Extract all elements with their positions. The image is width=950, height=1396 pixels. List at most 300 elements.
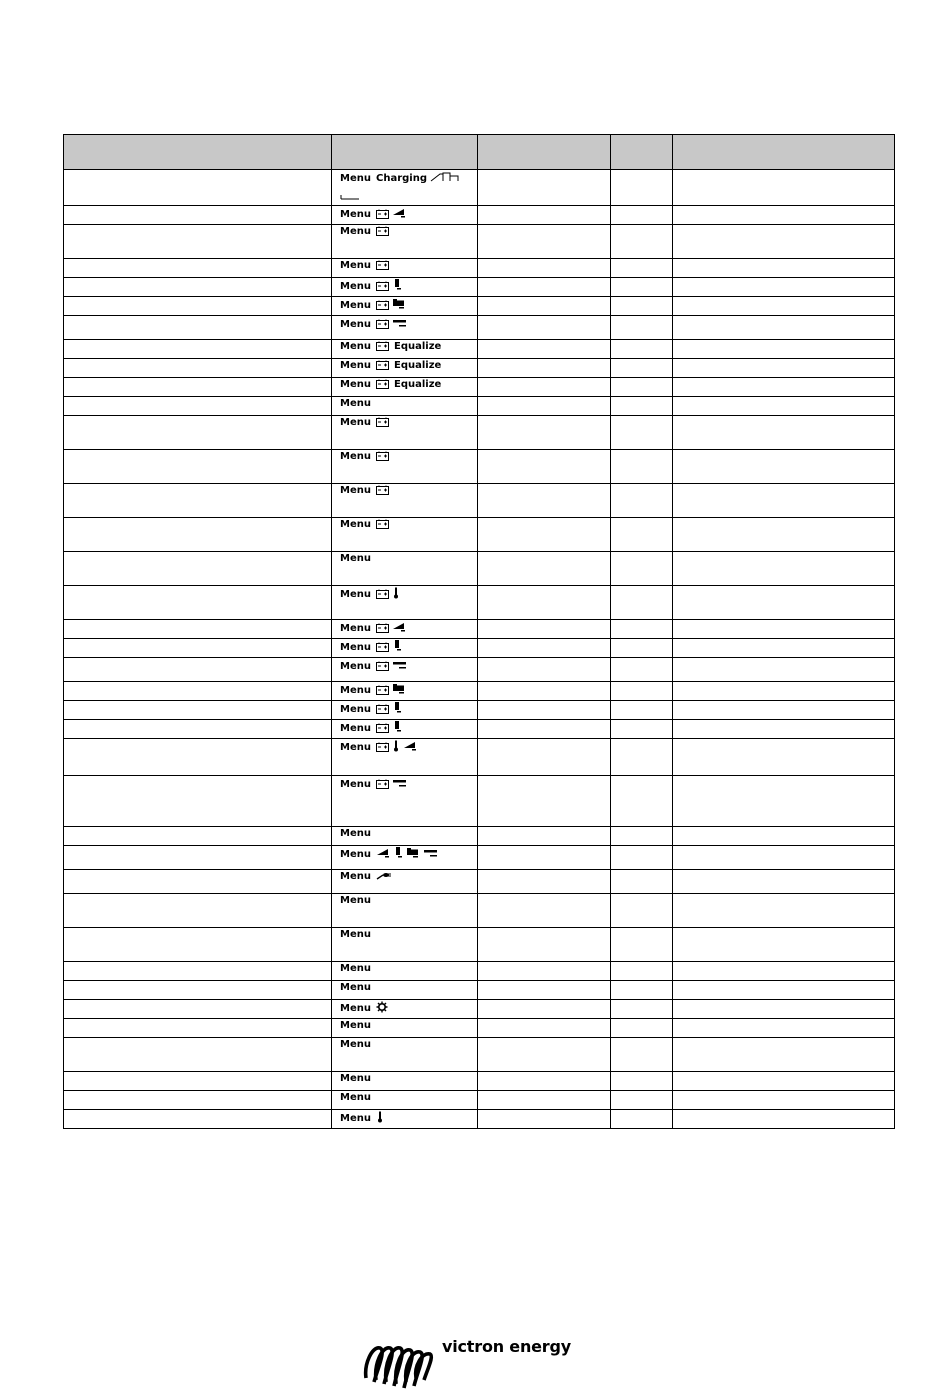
table-row (64, 416, 895, 450)
charging-label: Charging (375, 173, 431, 184)
table-row (64, 981, 895, 1000)
table-row (64, 1110, 895, 1129)
table-cell-col-5 (673, 1038, 895, 1072)
battery-icon (376, 704, 389, 715)
bulk-icon (392, 623, 406, 634)
gear-icon (376, 1003, 388, 1014)
table-cell-col-4 (611, 846, 673, 870)
table-cell-col-2 (332, 928, 478, 962)
table-cell-col-5 (673, 1072, 895, 1091)
table-cell-col-4 (611, 316, 673, 340)
table-cell-col-3 (478, 1091, 611, 1110)
table-cell-col-5 (673, 450, 895, 484)
table-cell-col-2 (332, 552, 478, 586)
table-cell-col-4 (611, 359, 673, 378)
menu-label: Menu (340, 1113, 371, 1124)
table-cell-col-4 (611, 170, 673, 206)
menu-label: Menu (340, 173, 371, 184)
table-cell-col-2 (332, 1000, 478, 1019)
table-cell-col-2 (332, 484, 478, 518)
thermometer-icon (392, 742, 400, 753)
table-cell-col-5 (673, 739, 895, 776)
table-cell-col-1 (64, 1019, 332, 1038)
table-cell-col-2 (332, 1091, 478, 1110)
table-cell-col-1 (64, 297, 332, 316)
table-row (64, 658, 895, 682)
table-cell-col-5 (673, 894, 895, 928)
table-cell-col-4 (611, 297, 673, 316)
battery-icon (376, 742, 389, 753)
float-icon (392, 300, 406, 311)
table-cell-col-3 (478, 397, 611, 416)
table-cell-col-5 (673, 720, 895, 739)
storage-icon (392, 779, 407, 790)
table-cell-col-3 (478, 701, 611, 720)
table-cell-col-5 (673, 658, 895, 682)
table-row (64, 1038, 895, 1072)
menu-label: Menu (340, 623, 371, 634)
battery-icon (376, 451, 389, 462)
table-cell-col-4 (611, 962, 673, 981)
table-row (64, 776, 895, 827)
victron-logo-icon (362, 1338, 438, 1395)
table-cell-col-1 (64, 206, 332, 225)
table-cell-col-5 (673, 416, 895, 450)
table-cell-col-4 (611, 620, 673, 639)
menu-label: Menu (340, 871, 371, 882)
table-cell-col-1 (64, 776, 332, 827)
table-cell-col-2 (332, 359, 478, 378)
table-cell-col-3 (478, 720, 611, 739)
battery-icon (376, 623, 389, 634)
menu-label: Menu (340, 1039, 371, 1050)
table-row (64, 827, 895, 846)
table-cell-col-1 (64, 720, 332, 739)
table-row (64, 846, 895, 870)
table-cell-col-1 (64, 552, 332, 586)
table-cell-col-2 (332, 518, 478, 552)
table-cell-col-3 (478, 658, 611, 682)
table-cell-col-5 (673, 518, 895, 552)
thermometer-icon (376, 1113, 384, 1124)
table-cell-col-1 (64, 359, 332, 378)
table-row (64, 1000, 895, 1019)
table-cell-col-2 (332, 297, 478, 316)
menu-label: Menu (340, 704, 371, 715)
table-cell-col-2 (332, 720, 478, 739)
menu-label: Menu (340, 341, 371, 352)
table-cell-col-2 (332, 739, 478, 776)
table-cell-col-1 (64, 518, 332, 552)
table-row (64, 1091, 895, 1110)
table-cell-col-4 (611, 225, 673, 259)
table-cell-col-4 (611, 484, 673, 518)
battery-icon (376, 319, 389, 330)
table-cell-col-4 (611, 701, 673, 720)
storage-icon (392, 661, 407, 672)
table-cell-col-5 (673, 682, 895, 701)
table-cell-col-2 (332, 586, 478, 620)
menu-label: Menu (340, 589, 371, 600)
table-cell-col-5 (673, 928, 895, 962)
table-cell-col-3 (478, 981, 611, 1000)
table-cell-col-1 (64, 225, 332, 259)
table-row (64, 484, 895, 518)
table-cell-col-2 (332, 416, 478, 450)
battery-icon (376, 226, 389, 237)
battery-icon (376, 360, 389, 371)
table-cell-col-5 (673, 1091, 895, 1110)
charging-base-icon (340, 190, 473, 201)
table-cell-col-3 (478, 552, 611, 586)
menu-label: Menu (340, 1003, 371, 1014)
table-row (64, 259, 895, 278)
table-cell-col-4 (611, 682, 673, 701)
table-cell-col-5 (673, 586, 895, 620)
table-cell-col-2 (332, 870, 478, 894)
menu-label: Menu (340, 398, 371, 409)
equalize-label: Equalize (393, 341, 442, 352)
table-cell-col-4 (611, 206, 673, 225)
table-cell-col-1 (64, 416, 332, 450)
table-cell-col-4 (611, 340, 673, 359)
menu-label: Menu (340, 300, 371, 311)
table-cell-col-1 (64, 894, 332, 928)
table-cell-col-1 (64, 639, 332, 658)
bulk-icon (392, 209, 406, 220)
menu-label: Menu (340, 895, 371, 906)
table-row (64, 518, 895, 552)
battery-icon (376, 379, 389, 390)
table-cell-col-2 (332, 701, 478, 720)
table-cell-col-1 (64, 620, 332, 639)
battery-icon (376, 417, 389, 428)
table-cell-col-2 (332, 1038, 478, 1072)
table-cell-col-5 (673, 870, 895, 894)
thermometer-icon (392, 589, 400, 600)
table-cell-col-3 (478, 894, 611, 928)
table-cell-col-1 (64, 170, 332, 206)
table-cell-col-2 (332, 259, 478, 278)
table-cell-col-3 (478, 1019, 611, 1038)
table-cell-col-2 (332, 316, 478, 340)
table-row (64, 397, 895, 416)
table-cell-col-5 (673, 1000, 895, 1019)
absorption-icon (392, 723, 402, 734)
table-cell-col-2 (332, 894, 478, 928)
table-cell-col-5 (673, 378, 895, 397)
table-cell-col-5 (673, 1110, 895, 1129)
charging-curve-icon (430, 173, 460, 184)
table-row (64, 316, 895, 340)
table-row (64, 225, 895, 259)
table-cell-col-3 (478, 962, 611, 981)
table-cell-col-2 (332, 962, 478, 981)
table-cell-col-3 (478, 1038, 611, 1072)
table-row (64, 450, 895, 484)
table-cell-col-2 (332, 206, 478, 225)
table-row (64, 701, 895, 720)
table-cell-col-4 (611, 894, 673, 928)
table-cell-col-3 (478, 620, 611, 639)
table-cell-col-1 (64, 378, 332, 397)
table-cell-col-3 (478, 928, 611, 962)
battery-icon (376, 209, 389, 220)
table-cell-col-4 (611, 1000, 673, 1019)
float-icon (406, 849, 420, 860)
table-header-row (64, 135, 895, 170)
table-row (64, 739, 895, 776)
table-cell-col-4 (611, 518, 673, 552)
table-cell-col-2 (332, 397, 478, 416)
menu-label: Menu (340, 260, 371, 271)
table-cell-col-4 (611, 639, 673, 658)
plug-icon (376, 871, 392, 882)
menu-label: Menu (340, 742, 371, 753)
table-cell-col-5 (673, 552, 895, 586)
table-cell-col-2 (332, 639, 478, 658)
table-row (64, 297, 895, 316)
table-cell-col-1 (64, 928, 332, 962)
table-cell-col-2 (332, 450, 478, 484)
table-cell-col-3 (478, 1072, 611, 1091)
table-cell-col-4 (611, 981, 673, 1000)
battery-icon (376, 485, 389, 496)
table-cell-col-4 (611, 450, 673, 484)
table-cell-col-4 (611, 776, 673, 827)
table-cell-col-1 (64, 484, 332, 518)
table-row (64, 720, 895, 739)
table-cell-col-3 (478, 1000, 611, 1019)
menu-label: Menu (340, 1020, 371, 1031)
battery-icon (376, 779, 389, 790)
menu-label: Menu (340, 723, 371, 734)
bulk-icon (376, 849, 390, 860)
menu-label: Menu (340, 485, 371, 496)
table-cell-col-1 (64, 1000, 332, 1019)
table-cell-col-4 (611, 378, 673, 397)
table-cell-col-1 (64, 981, 332, 1000)
battery-icon (376, 519, 389, 530)
table-cell-col-1 (64, 397, 332, 416)
table-cell-col-3 (478, 682, 611, 701)
table-row (64, 639, 895, 658)
table-cell-col-3 (478, 278, 611, 297)
table-cell-col-2 (332, 682, 478, 701)
absorption-icon (392, 704, 402, 715)
table-cell-col-4 (611, 928, 673, 962)
table-cell-col-2 (332, 620, 478, 639)
table-cell-col-1 (64, 586, 332, 620)
table-cell-col-4 (611, 552, 673, 586)
menu-label: Menu (340, 519, 371, 530)
table-cell-col-5 (673, 776, 895, 827)
table-cell-col-5 (673, 297, 895, 316)
table-cell-col-1 (64, 1072, 332, 1091)
menu-label: Menu (340, 982, 371, 993)
menu-label: Menu (340, 360, 371, 371)
table-cell-col-4 (611, 658, 673, 682)
table-cell-col-2 (332, 827, 478, 846)
table-cell-col-1 (64, 259, 332, 278)
table-cell-col-3 (478, 870, 611, 894)
menu-label: Menu (340, 929, 371, 940)
menu-label: Menu (340, 1073, 371, 1084)
table-body (64, 170, 895, 1129)
table-cell-col-4 (611, 720, 673, 739)
table-row (64, 170, 895, 206)
table-cell-col-4 (611, 1072, 673, 1091)
table-cell-col-2 (332, 170, 478, 206)
table-cell-col-4 (611, 827, 673, 846)
battery-icon (376, 589, 389, 600)
table-row (64, 359, 895, 378)
float-icon (392, 685, 406, 696)
table-cell-col-1 (64, 701, 332, 720)
table-cell-col-4 (611, 397, 673, 416)
table-cell-col-4 (611, 739, 673, 776)
menu-label: Menu (340, 779, 371, 790)
menu-label: Menu (340, 828, 371, 839)
table-row (64, 1072, 895, 1091)
table-cell-col-3 (478, 416, 611, 450)
table-cell-col-1 (64, 870, 332, 894)
table-row (64, 928, 895, 962)
table-cell-col-4 (611, 1019, 673, 1038)
table-row (64, 620, 895, 639)
table-cell-col-3 (478, 827, 611, 846)
table-cell-col-3 (478, 639, 611, 658)
header-cell-2 (332, 135, 478, 170)
table-cell-col-4 (611, 416, 673, 450)
menu-label: Menu (340, 319, 371, 330)
table-cell-col-4 (611, 1091, 673, 1110)
table-row (64, 206, 895, 225)
absorption-icon (392, 642, 402, 653)
table-cell-col-1 (64, 278, 332, 297)
menu-label: Menu (340, 963, 371, 974)
table-cell-col-3 (478, 1110, 611, 1129)
header-cell-1 (64, 135, 332, 170)
table-cell-col-2 (332, 1019, 478, 1038)
table-cell-col-2 (332, 278, 478, 297)
table-cell-col-3 (478, 316, 611, 340)
table-cell-col-5 (673, 225, 895, 259)
table-cell-col-5 (673, 340, 895, 359)
table-cell-col-1 (64, 739, 332, 776)
table-cell-col-3 (478, 776, 611, 827)
table-cell-col-4 (611, 278, 673, 297)
header-cell-4 (611, 135, 673, 170)
battery-icon (376, 661, 389, 672)
table-cell-col-3 (478, 259, 611, 278)
table-cell-col-3 (478, 846, 611, 870)
table-cell-col-5 (673, 484, 895, 518)
table-row (64, 340, 895, 359)
equalize-label: Equalize (393, 379, 442, 390)
table-cell-col-2 (332, 1110, 478, 1129)
menu-label: Menu (340, 553, 371, 564)
table-cell-col-1 (64, 1110, 332, 1129)
table-cell-col-1 (64, 846, 332, 870)
menu-label: Menu (340, 451, 371, 462)
table-cell-col-3 (478, 586, 611, 620)
table-row (64, 1019, 895, 1038)
table-cell-col-5 (673, 827, 895, 846)
table-row (64, 378, 895, 397)
battery-icon (376, 723, 389, 734)
table-cell-col-1 (64, 827, 332, 846)
table-cell-col-1 (64, 962, 332, 981)
menu-label: Menu (340, 849, 371, 860)
table-cell-col-5 (673, 397, 895, 416)
table-cell-col-4 (611, 586, 673, 620)
table-cell-col-4 (611, 259, 673, 278)
battery-icon (376, 300, 389, 311)
menu-label: Menu (340, 281, 371, 292)
table-cell-col-5 (673, 620, 895, 639)
battery-icon (376, 281, 389, 292)
table-cell-col-1 (64, 316, 332, 340)
table-cell-col-5 (673, 701, 895, 720)
table-cell-col-1 (64, 1091, 332, 1110)
table-cell-col-5 (673, 846, 895, 870)
table-cell-col-3 (478, 359, 611, 378)
menu-label: Menu (340, 226, 371, 237)
storage-icon (392, 319, 407, 330)
table-row (64, 894, 895, 928)
table-cell-col-5 (673, 1019, 895, 1038)
table-cell-col-3 (478, 739, 611, 776)
brand-wordmark: victron energy (442, 1337, 571, 1356)
table-cell-col-2 (332, 340, 478, 359)
battery-icon (376, 341, 389, 352)
table-row (64, 278, 895, 297)
menu-label: Menu (340, 1092, 371, 1103)
header-cell-5 (673, 135, 895, 170)
menu-label: Menu (340, 642, 371, 653)
table-cell-col-2 (332, 1072, 478, 1091)
table-cell-col-5 (673, 962, 895, 981)
menu-label: Menu (340, 661, 371, 672)
table-cell-col-5 (673, 259, 895, 278)
table-cell-col-5 (673, 206, 895, 225)
equalize-label: Equalize (393, 360, 442, 371)
bulk-icon (403, 742, 417, 753)
table-cell-col-1 (64, 340, 332, 359)
table-cell-col-3 (478, 297, 611, 316)
menu-label: Menu (340, 417, 371, 428)
table-cell-col-3 (478, 170, 611, 206)
table-cell-col-1 (64, 1038, 332, 1072)
table-cell-col-2 (332, 378, 478, 397)
table-cell-col-3 (478, 484, 611, 518)
table-cell-col-2 (332, 846, 478, 870)
table-row (64, 552, 895, 586)
table-cell-col-5 (673, 981, 895, 1000)
table-cell-col-5 (673, 170, 895, 206)
table-cell-col-1 (64, 450, 332, 484)
table-cell-col-4 (611, 870, 673, 894)
menu-label: Menu (340, 209, 371, 220)
table-cell-col-5 (673, 639, 895, 658)
table-row (64, 870, 895, 894)
menu-label: Menu (340, 379, 371, 390)
table-cell-col-2 (332, 225, 478, 259)
battery-icon (376, 685, 389, 696)
absorption-icon (393, 849, 403, 860)
table-cell-col-5 (673, 359, 895, 378)
